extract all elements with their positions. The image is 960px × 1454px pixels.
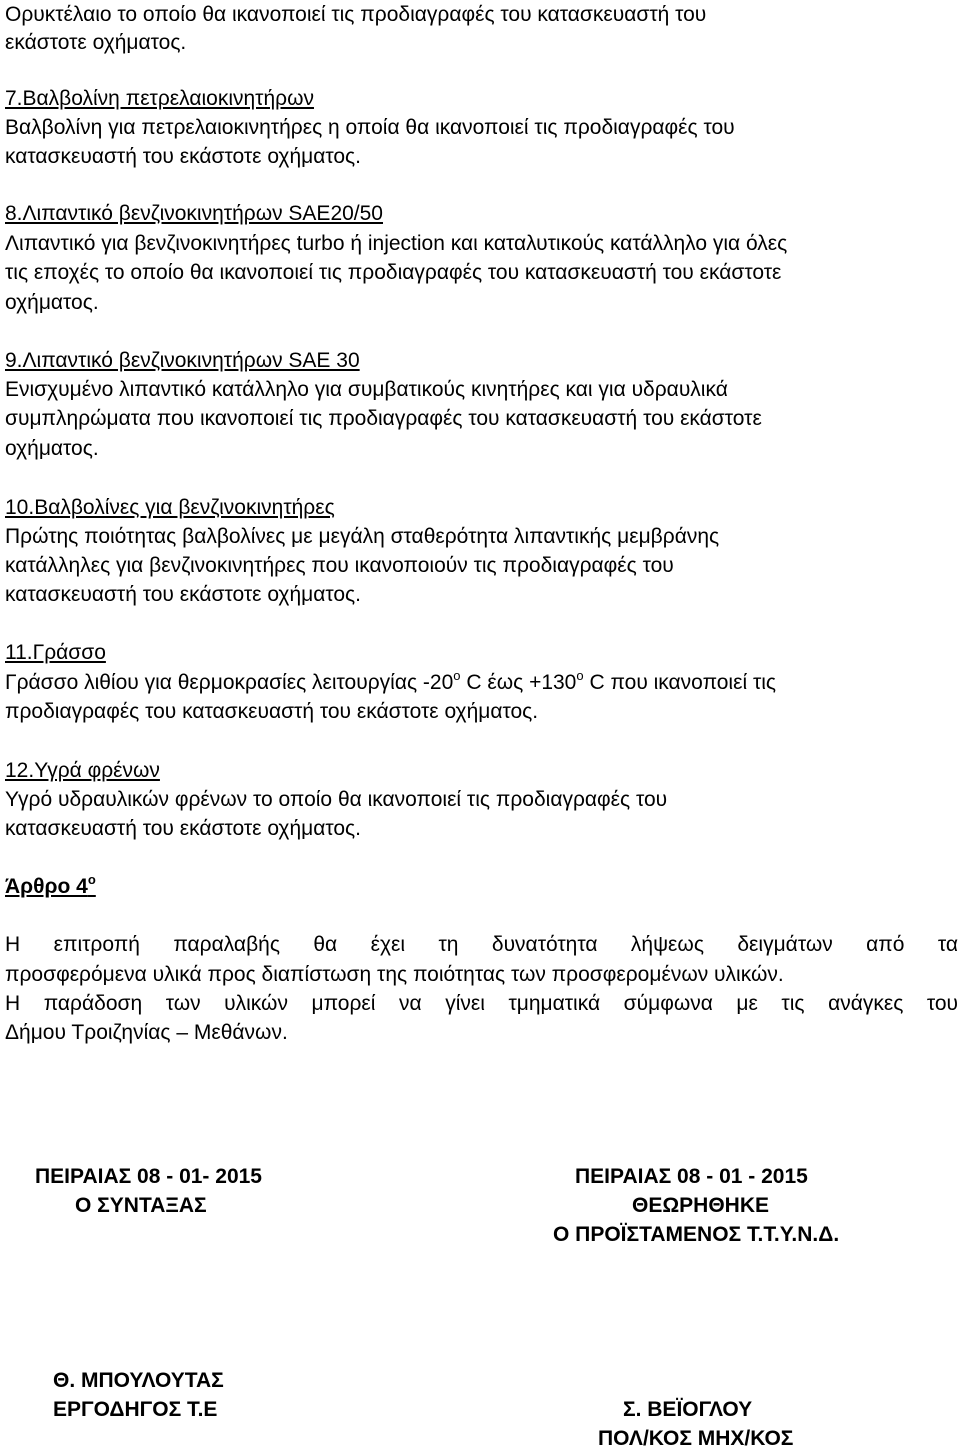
article-line-4: Δήμου Τροιζηνίας – Μεθάνων. bbox=[5, 1021, 288, 1044]
item11-line-1 bbox=[5, 668, 776, 698]
degree-symbol-1: ο bbox=[453, 668, 461, 683]
word: θα bbox=[313, 933, 338, 956]
item12-line-2: κατασκευαστή του εκάστοτε οχήματος. bbox=[5, 817, 362, 840]
item11-line-1-c: C που ικανοποιεί τις bbox=[583, 671, 777, 694]
word: μπορεί bbox=[311, 992, 376, 1015]
item7-line-2: κατασκευαστή του εκάστοτε οχήματος. bbox=[5, 145, 362, 168]
item11-line-1-a: Γράσσο λιθίου για θερμοκρασίες λειτουργίας -20 bbox=[5, 671, 454, 694]
right-role-2: Ο ΠΡΟΪΣΤΑΜΕΝΟΣ Τ.Τ.Υ.Ν.Δ. bbox=[553, 1223, 840, 1246]
word: ανάγκες bbox=[828, 992, 904, 1015]
right-role-1: ΘΕΩΡΗΘΗΚΕ bbox=[632, 1194, 770, 1217]
word: επιτροπή bbox=[53, 933, 140, 956]
left-role: Ο ΣΥΝΤΑΞΑΣ bbox=[75, 1194, 207, 1217]
word: Η bbox=[5, 933, 21, 956]
item7-title: 7.Βαλβολίνη πετρελαιοκινητήρων bbox=[5, 87, 314, 110]
word: δειγμάτων bbox=[737, 933, 833, 956]
item7-line-1: Βαλβολίνη για πετρελαιοκινητήρες η οποία θα ικανοποιεί τις προδιαγραφές του bbox=[5, 116, 735, 139]
article-title-text: Άρθρο 4 bbox=[5, 875, 88, 898]
word: τη bbox=[438, 933, 459, 956]
item11-line-2: προδιαγραφές του κατασκευαστή του εκάστοτε οχήματος. bbox=[5, 700, 539, 723]
word: του bbox=[926, 992, 959, 1015]
word: τμηματικά bbox=[508, 992, 601, 1015]
article-line-2: προσφερόμενα υλικά προς διαπίστωση της ποιότητας των προσφερομένων υλικών. bbox=[5, 963, 784, 986]
word: παραλαβής bbox=[173, 933, 280, 956]
word: γίνει bbox=[445, 992, 485, 1015]
item8-line-3: οχήματος. bbox=[5, 291, 99, 314]
item10-title: 10.Βαλβολίνες για βενζινοκινητήρες bbox=[5, 496, 335, 519]
article-line-3 bbox=[5, 989, 958, 1019]
item9-line-1: Ενισχυμένο λιπαντικό κατάλληλο για συμβατικούς κινητήρες και για υδραυλικά bbox=[5, 378, 728, 401]
item10-line-1: Πρώτης ποιότητας βαλβολίνες με μεγάλη σταθερότητα λιπαντικής μεμβράνης bbox=[5, 525, 720, 548]
item8-title: 8.Λιπαντικό βενζινοκινητήρων SAE20/50 bbox=[5, 202, 383, 225]
item9-line-2: συμπληρώματα που ικανοποιεί τις προδιαγραφές του κατασκευαστή του εκάστοτε bbox=[5, 407, 762, 430]
article-title bbox=[5, 872, 96, 902]
left-signatory-name: Θ. ΜΠΟΥΛΟΥΤΑΣ bbox=[53, 1369, 224, 1392]
item8-line-1: Λιπαντικό για βενζινοκινητήρες turbo ή injection και καταλυτικούς κατάλληλο για όλες bbox=[5, 232, 788, 255]
word: με bbox=[736, 992, 758, 1015]
left-date: ΠΕΙΡΑΙΑΣ 08 - 01- 2015 bbox=[35, 1165, 262, 1188]
item10-line-2: κατάλληλες για βενζινοκινητήρες που ικανοποιούν τις προδιαγραφές του bbox=[5, 554, 674, 577]
item12-title: 12.Υγρά φρένων bbox=[5, 759, 160, 782]
right-signatory-title: ΠΟΛ/ΚΟΣ ΜΗΧ/ΚΟΣ bbox=[598, 1427, 794, 1450]
right-signatory-name: Σ. ΒΕΪΟΓΛΟΥ bbox=[623, 1398, 753, 1421]
intro-line-1: Ορυκτέλαιο το οποίο θα ικανοποιεί τις προδιαγραφές του κατασκευαστή του bbox=[5, 3, 707, 26]
word: έχει bbox=[370, 933, 406, 956]
word: σύμφωνα bbox=[623, 992, 713, 1015]
word: υλικών bbox=[224, 992, 288, 1015]
left-signatory-title: ΕΡΓΟΔΗΓΟΣ Τ.Ε bbox=[53, 1398, 218, 1421]
intro-line-2: εκάστοτε οχήματος. bbox=[5, 31, 187, 54]
word: των bbox=[165, 992, 201, 1015]
item10-line-3: κατασκευαστή του εκάστοτε οχήματος. bbox=[5, 583, 362, 606]
article-title-sup: ο bbox=[87, 872, 96, 887]
item11-line-1-b: C έως +130 bbox=[460, 671, 577, 694]
word: Η bbox=[5, 992, 21, 1015]
right-date: ΠΕΙΡΑΙΑΣ 08 - 01 - 2015 bbox=[575, 1165, 808, 1188]
word: λήψεως bbox=[630, 933, 704, 956]
item9-title: 9.Λιπαντικό βενζινοκινητήρων SAE 30 bbox=[5, 349, 360, 372]
item11-title: 11.Γράσσο bbox=[5, 641, 106, 664]
degree-symbol-2: ο bbox=[576, 668, 584, 683]
word: να bbox=[399, 992, 422, 1015]
item9-line-3: οχήματος. bbox=[5, 437, 99, 460]
word: τις bbox=[781, 992, 805, 1015]
word: από bbox=[866, 933, 905, 956]
word: τα bbox=[937, 933, 959, 956]
word: δυνατότητα bbox=[491, 933, 598, 956]
item8-line-2: τις εποχές το οποίο θα ικανοποιεί τις προδιαγραφές του κατασκευαστή του εκάστοτε bbox=[5, 261, 782, 284]
word: παράδοση bbox=[43, 992, 143, 1015]
article-line-1 bbox=[5, 930, 958, 960]
item12-line-1: Υγρό υδραυλικών φρένων το οποίο θα ικανοποιεί τις προδιαγραφές του bbox=[5, 788, 668, 811]
